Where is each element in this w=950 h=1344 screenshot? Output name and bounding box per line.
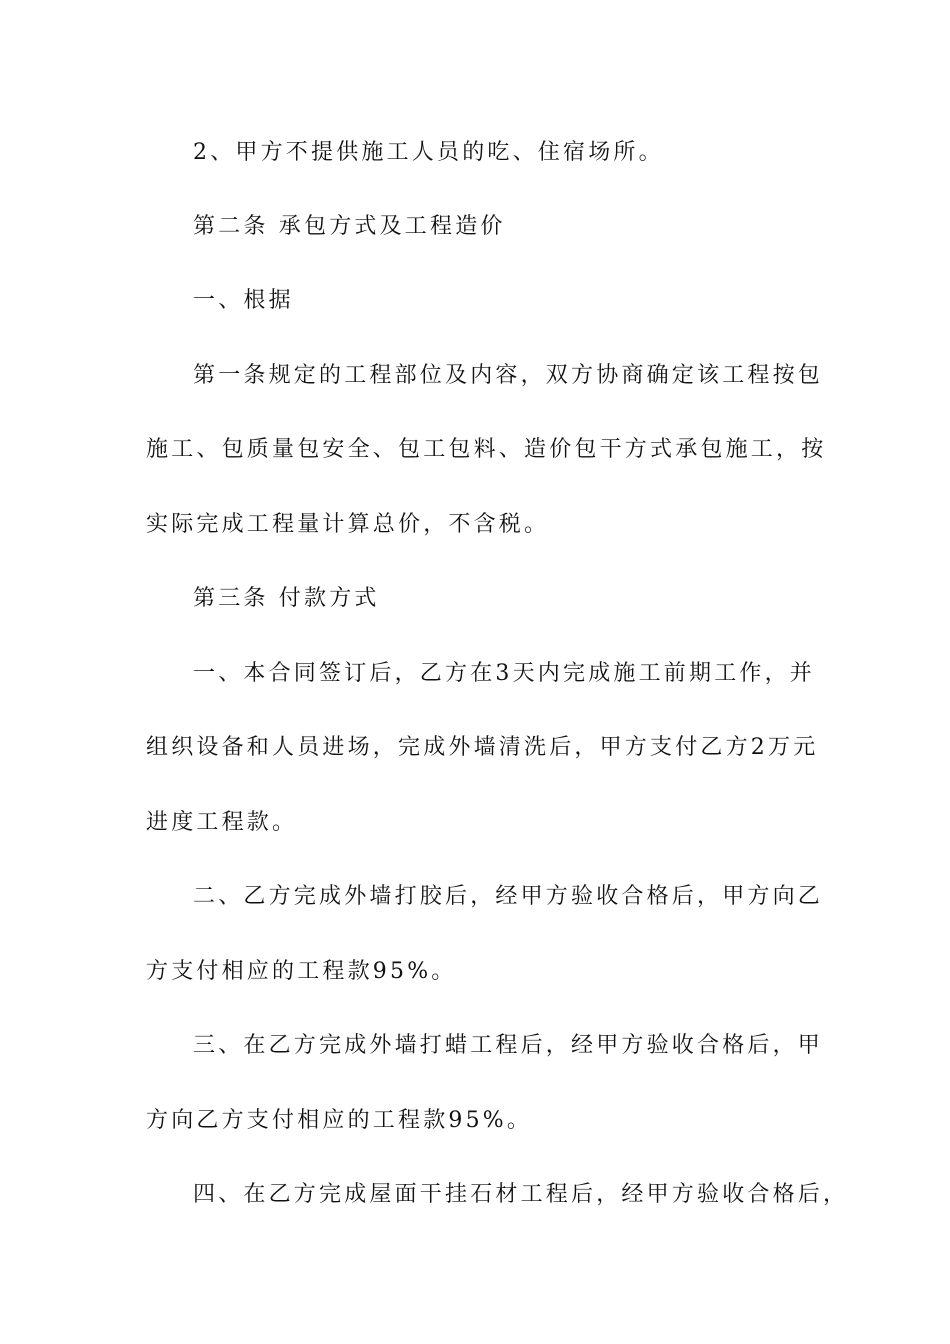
paragraph-line: 第一条规定的工程部位及内容，双方协商确定该工程按包	[193, 363, 824, 388]
paragraph-line: 2、甲方不提供施工人员的吃、住宿场所。	[193, 140, 664, 165]
paragraph-line: 进度工程款。	[146, 810, 298, 835]
paragraph-line: 实际完成工程量计算总价，不含税。	[146, 512, 550, 537]
paragraph-line: 施工、包质量包安全、包工包料、造价包干方式承包施工，按	[146, 437, 827, 462]
paragraph-line: 二、乙方完成外墙打胶后，经甲方验收合格后，甲方向乙	[193, 884, 824, 909]
paragraph-line: 三、在乙方完成外墙打蜡工程后，经甲方验收合格后，甲	[193, 1033, 824, 1058]
paragraph-line: 四、在乙方完成屋面干挂石材工程后，经甲方验收合格后，	[193, 1182, 849, 1207]
section-heading: 第三条 付款方式	[193, 586, 380, 611]
paragraph-line: 方支付相应的工程款95%。	[146, 959, 457, 984]
section-heading: 第二条 承包方式及工程造价	[193, 214, 506, 239]
paragraph-line: 一、本合同签订后，乙方在3天内完成施工前期工作，并	[193, 661, 815, 686]
paragraph-line: 方向乙方支付相应的工程款95%。	[146, 1108, 533, 1133]
paragraph-line: 一、根据	[193, 288, 294, 313]
paragraph-line: 组织设备和人员进场，完成外墙清洗后，甲方支付乙方2万元	[146, 735, 819, 760]
